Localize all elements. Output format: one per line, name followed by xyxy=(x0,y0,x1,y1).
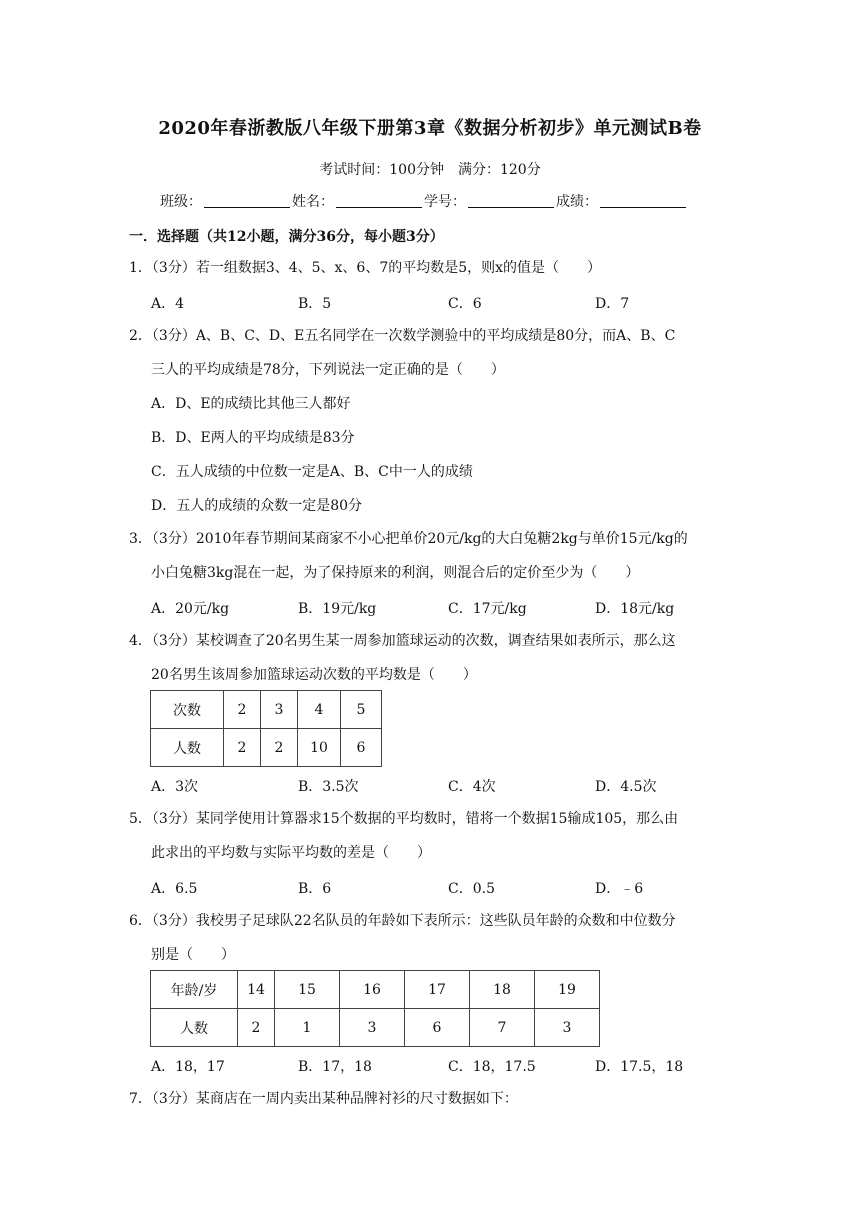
table-cell: 5 xyxy=(341,691,382,729)
question-4-table xyxy=(150,690,382,767)
table-cell: 2 xyxy=(224,729,261,767)
option-b: B．5 xyxy=(298,296,332,312)
table-cell: 1 xyxy=(275,1009,340,1047)
question-6-text-cont: 别是（ ） xyxy=(151,947,235,963)
option-a: A．6.5 xyxy=(151,881,198,897)
option-c: C．6 xyxy=(448,296,482,312)
question-1-options xyxy=(151,293,731,311)
question-5-options xyxy=(151,878,731,896)
table-cell: 10 xyxy=(298,729,341,767)
table-cell: 3 xyxy=(261,691,298,729)
question-4-text-cont: 20名男生该周参加篮球运动次数的平均数是（ ） xyxy=(151,667,477,683)
option-a: A．3次 xyxy=(151,779,199,795)
question-5-text-cont: 此求出的平均数与实际平均数的差是（ ） xyxy=(151,845,431,861)
question-2-option-b: B．D、E两人的平均成绩是83分 xyxy=(151,430,355,446)
class-blank xyxy=(204,193,290,208)
option-a: A．20元/kg xyxy=(151,601,230,617)
section-heading: 一．选择题（共12小题，满分36分，每小题3分） xyxy=(129,229,444,245)
table-cell: 4 xyxy=(298,691,341,729)
table-cell: 人数 xyxy=(151,729,224,767)
class-label: 班级： xyxy=(160,194,202,210)
question-7-text: 7．（3分）某商店在一周内卖出某种品牌衬衫的尺寸数据如下： xyxy=(129,1091,518,1107)
table-cell: 年龄/岁 xyxy=(151,971,238,1009)
table-cell: 14 xyxy=(238,971,275,1009)
option-b: B．19元/kg xyxy=(298,601,377,617)
option-b: B．3.5次 xyxy=(298,779,359,795)
exam-info: 考试时间：100分钟 满分：120分 xyxy=(319,162,541,178)
table-cell: 次数 xyxy=(151,691,224,729)
question-6-options xyxy=(151,1056,731,1074)
table-cell: 3 xyxy=(535,1009,600,1047)
question-6-table xyxy=(150,970,600,1047)
option-a: A．18，17 xyxy=(151,1059,225,1075)
table-cell: 3 xyxy=(340,1009,405,1047)
option-d: D．17.5，18 xyxy=(595,1059,684,1075)
page-title: 2020年春浙教版八年级下册第3章《数据分析初步》单元测试B卷 xyxy=(158,118,702,139)
id-blank xyxy=(468,193,554,208)
option-c: C．18，17.5 xyxy=(448,1059,536,1075)
id-label: 学号： xyxy=(424,194,466,210)
question-3-options xyxy=(151,598,731,616)
table-cell: 6 xyxy=(341,729,382,767)
table-row xyxy=(151,729,382,767)
question-3-text: 3．（3分）2010年春节期间某商家不小心把单价20元/kg的大白兔糖2kg与单价15元/kg的 xyxy=(129,531,688,547)
table-cell: 2 xyxy=(238,1009,275,1047)
table-cell: 19 xyxy=(535,971,600,1009)
option-d: D．4.5次 xyxy=(595,779,657,795)
question-3-text-cont: 小白兔糖3kg混在一起，为了保持原来的利润，则混合后的定价至少为（ ） xyxy=(151,565,640,581)
option-c: C．0.5 xyxy=(448,881,495,897)
option-b: B．6 xyxy=(298,881,332,897)
question-2-option-c: C．五人成绩的中位数一定是A、B、C中一人的成绩 xyxy=(151,464,473,480)
table-cell: 6 xyxy=(405,1009,470,1047)
table-cell: 15 xyxy=(275,971,340,1009)
score-blank xyxy=(600,193,686,208)
table-header-row xyxy=(151,971,600,1009)
question-4-options xyxy=(151,776,731,794)
option-d: D．18元/kg xyxy=(595,601,675,617)
question-4-text: 4．（3分）某校调查了20名男生某一周参加篮球运动的次数，调查结果如表所示，那么这 xyxy=(129,633,676,649)
option-c: C．4次 xyxy=(448,779,496,795)
name-blank xyxy=(336,193,422,208)
table-header-row xyxy=(151,691,382,729)
table-cell: 7 xyxy=(470,1009,535,1047)
table-row xyxy=(151,1009,600,1047)
question-2-option-d: D．五人的成绩的众数一定是80分 xyxy=(151,498,363,514)
table-cell: 18 xyxy=(470,971,535,1009)
score-label: 成绩： xyxy=(556,194,598,210)
option-d: D．7 xyxy=(595,296,630,312)
question-1-text: 1．（3分）若一组数据3、4、5、x、6、7的平均数是5，则x的值是（ ） xyxy=(129,260,602,276)
question-6-text: 6．（3分）我校男子足球队22名队员的年龄如下表所示：这些队员年龄的众数和中位数分 xyxy=(129,913,676,929)
table-cell: 17 xyxy=(405,971,470,1009)
question-2-text: 2．（3分）A、B、C、D、E五名同学在一次数学测验中的平均成绩是80分，而A、B、C xyxy=(129,328,676,344)
table-cell: 2 xyxy=(261,729,298,767)
table-cell: 人数 xyxy=(151,1009,238,1047)
table-cell: 2 xyxy=(224,691,261,729)
question-2-option-a: A．D、E的成绩比其他三人都好 xyxy=(151,396,351,412)
student-info-fields xyxy=(160,191,720,211)
option-b: B．17，18 xyxy=(298,1059,372,1075)
table-cell: 16 xyxy=(340,971,405,1009)
question-5-text: 5．（3分）某同学使用计算器求15个数据的平均数时，错将一个数据15输成105，那么由 xyxy=(129,811,679,827)
name-label: 姓名： xyxy=(292,194,334,210)
option-a: A．4 xyxy=(151,296,185,312)
option-c: C．17元/kg xyxy=(448,601,527,617)
question-2-text-cont: 三人的平均成绩是78分，下列说法一定正确的是（ ） xyxy=(151,362,505,378)
option-d: D．﹣6 xyxy=(595,881,644,897)
